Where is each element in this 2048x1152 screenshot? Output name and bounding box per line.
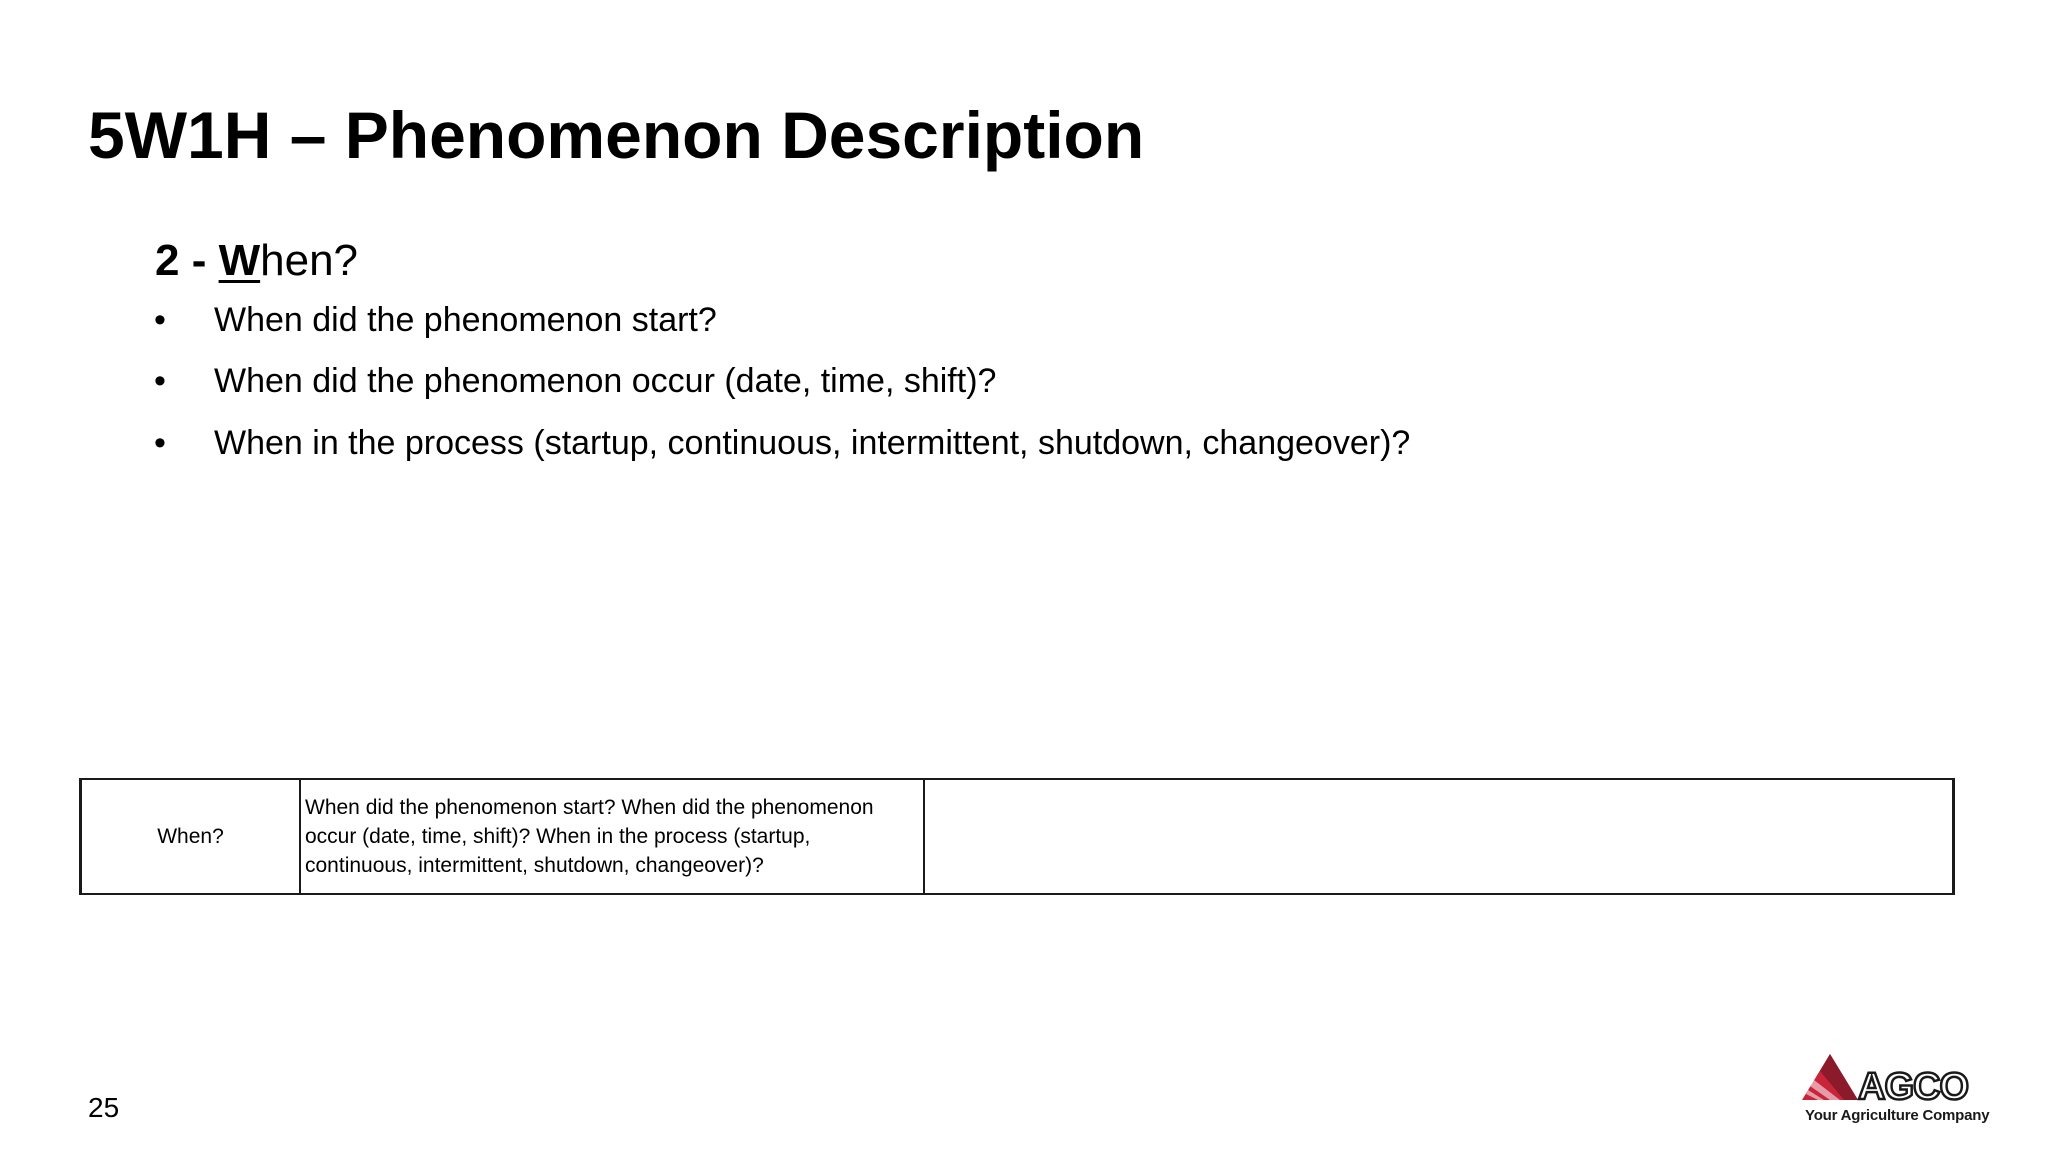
agco-wordmark: AGCO bbox=[1858, 1066, 1968, 1108]
bullet-text: When did the phenomenon start? bbox=[214, 301, 717, 339]
bullet-text: When in the process (startup, continuous, intermittent, shutdown, changeover)? bbox=[214, 424, 1411, 462]
agco-logo bbox=[1800, 1052, 1990, 1124]
table-cell-label bbox=[82, 780, 301, 893]
bullet-item bbox=[150, 300, 1410, 340]
slide-title: 5W1H – Phenomenon Description bbox=[88, 98, 1145, 172]
bullet-text: When did the phenomenon occur (date, time, shift)? bbox=[214, 362, 997, 400]
bullet-item bbox=[150, 361, 1410, 401]
section-heading-rest: hen? bbox=[260, 236, 359, 285]
agco-logo-mark-icon bbox=[1800, 1052, 1862, 1106]
table-cell-question: When did the phenomenon start? When did the phenomenon occur (date, time, shift)? When in the process (startup, continuous, intermittent, shutdown, changeover)? bbox=[301, 780, 925, 893]
bullet-marker: • bbox=[154, 301, 166, 339]
table-cell-answer[interactable] bbox=[925, 780, 1952, 893]
bullet-marker: • bbox=[154, 362, 166, 400]
section-heading bbox=[155, 235, 358, 288]
section-heading-first-letter: W bbox=[218, 236, 261, 285]
bullet-list bbox=[150, 300, 1410, 484]
bullet-marker: • bbox=[154, 424, 166, 462]
phenomenon-table bbox=[79, 778, 1955, 895]
bullet-item bbox=[150, 423, 1410, 463]
table-row-label: When? bbox=[157, 825, 224, 848]
page-number: 25 bbox=[88, 1092, 120, 1123]
section-number: 2 - bbox=[155, 236, 207, 285]
agco-tagline: Your Agriculture Company bbox=[1805, 1107, 1990, 1124]
